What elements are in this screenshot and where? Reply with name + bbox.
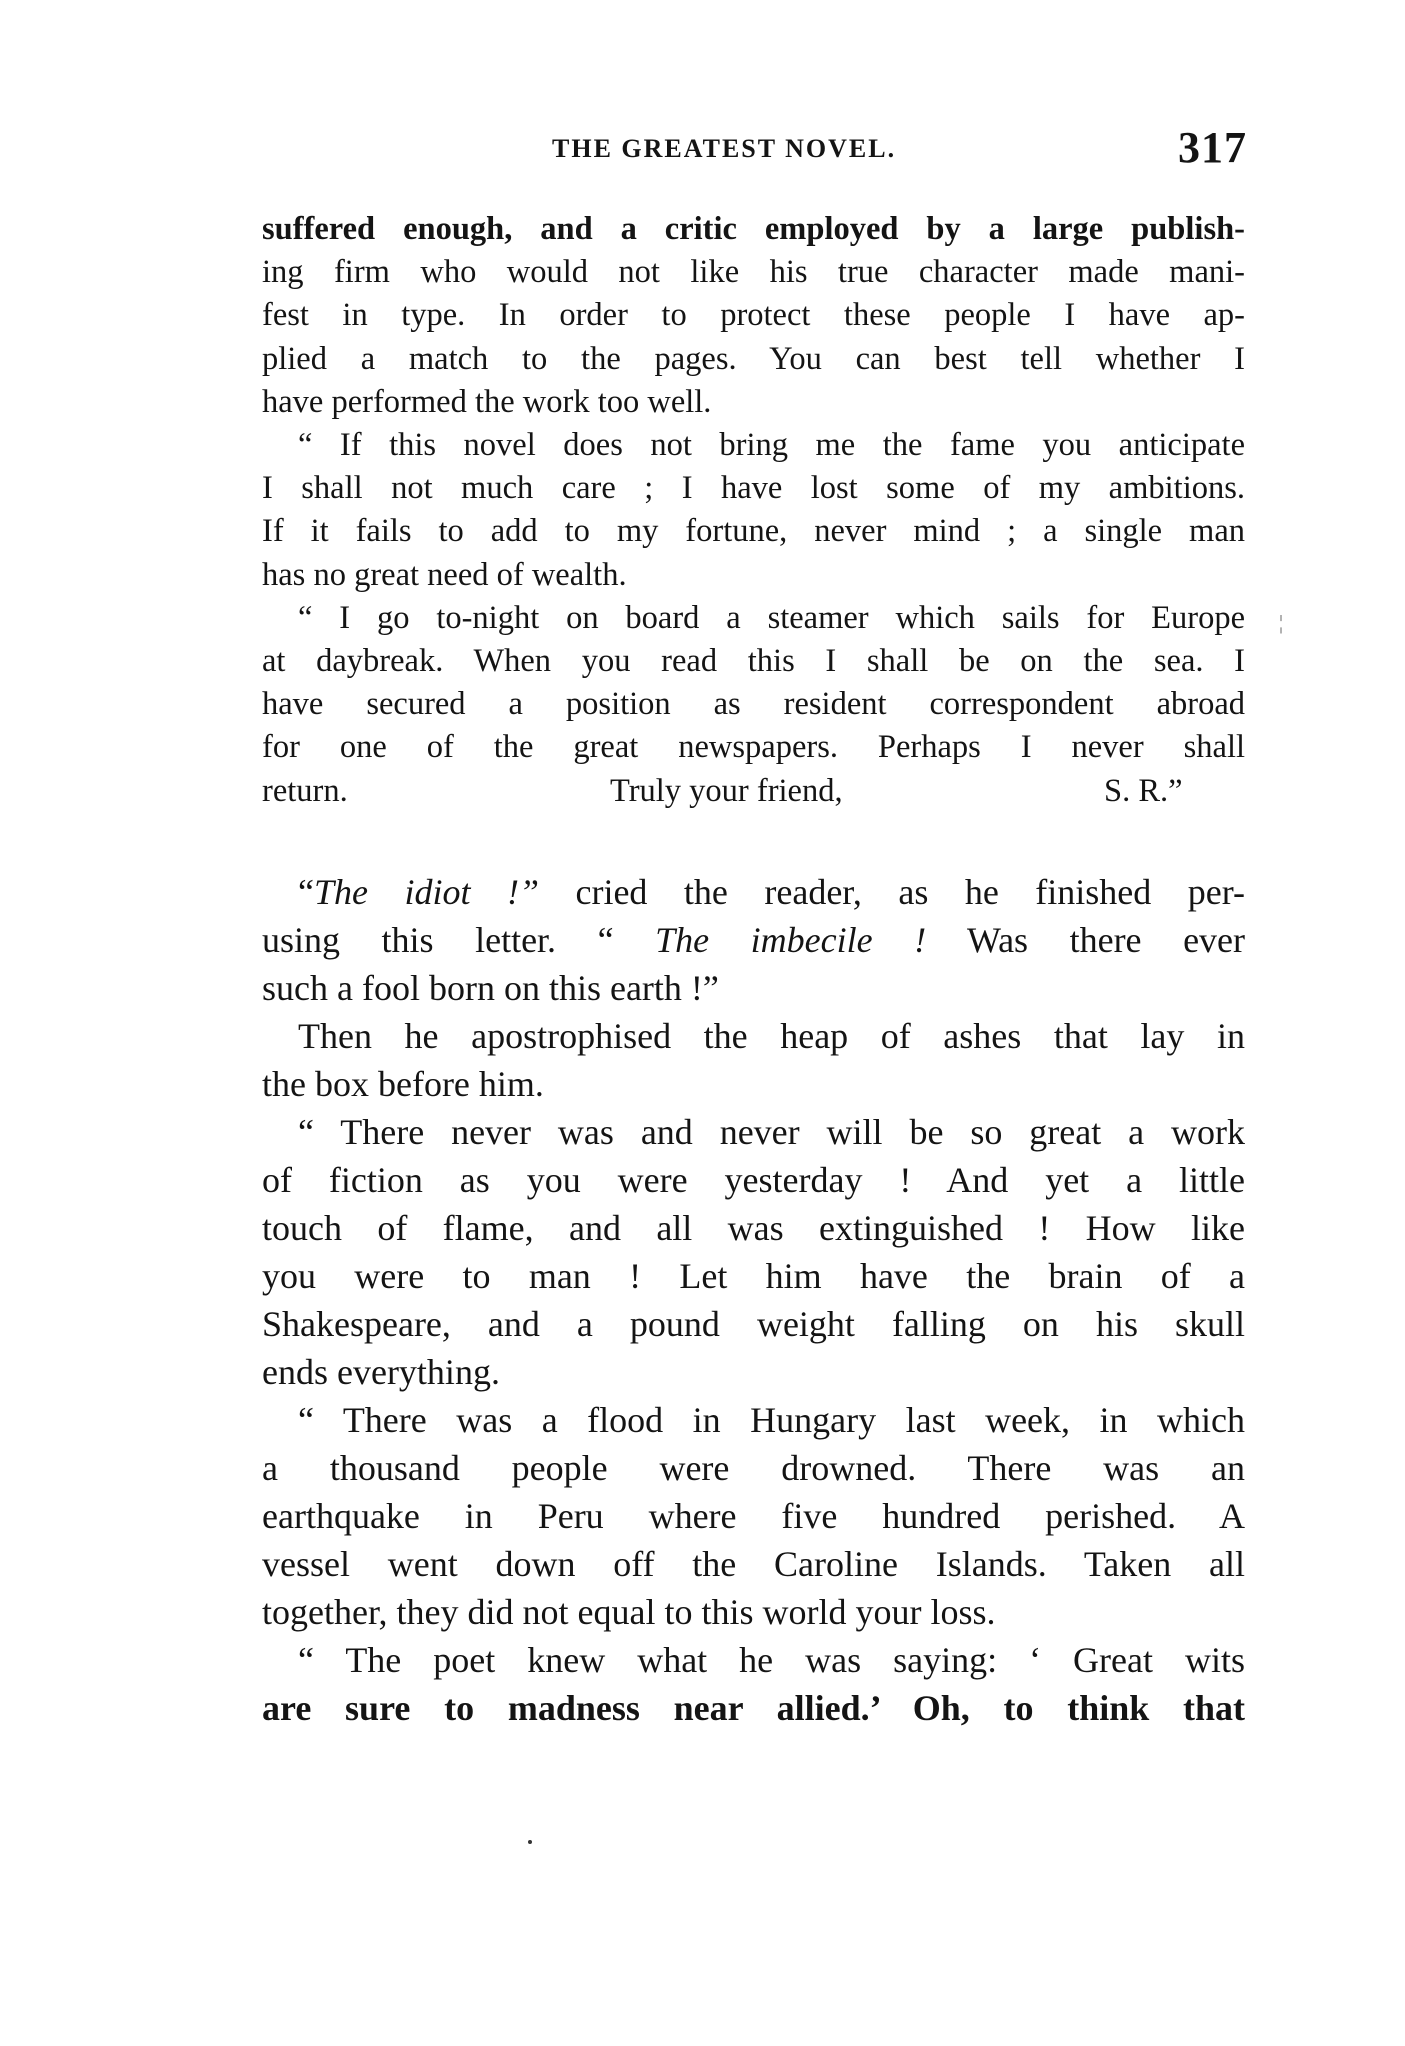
text-line: together, they did not equal to this world your loss. [262, 1592, 996, 1632]
text-line-start: using this letter. “ [262, 920, 656, 960]
text-line: of fiction as you were yesterday ! And yet a little [262, 1160, 1245, 1200]
letter-paragraph-1 [262, 208, 1245, 424]
page-number: 317 [1178, 123, 1247, 172]
text-line: you were to man ! Let him have the brain of a [262, 1256, 1245, 1296]
text-line: have secured a position as resident correspondent abroad [262, 686, 1245, 723]
narrative-paragraph-5 [262, 1636, 1245, 1732]
narrative-paragraph-1 [262, 868, 1245, 1012]
text-line: fest in type. In order to protect these people I have ap- [262, 297, 1245, 334]
ink-speck [528, 1840, 532, 1844]
text-line-start: suffered enough, and a critic employed by a large publish- [262, 211, 1245, 247]
text-line: If it fails to add to my fortune, never mind ; a single man [262, 513, 1245, 550]
text-line: Then he apostrophised the heap of ashes that lay in [298, 1016, 1245, 1056]
narrative-paragraph-4 [262, 1396, 1245, 1636]
letter-text [262, 208, 1245, 813]
open-quote: “ [298, 872, 314, 912]
text-line-rest: Was there ever [926, 920, 1246, 960]
text-line: at daybreak. When you read this I shall be on the sea. I [262, 643, 1245, 680]
italic-phrase: The imbecile ! [655, 920, 927, 960]
letter-signoff [262, 770, 1245, 813]
text-line: for one of the great newspapers. Perhaps I never shall [262, 729, 1245, 766]
signoff-closing: Truly your friend, [610, 772, 843, 809]
text-line: plied a match to the pages. You can best tell whether I [262, 340, 1245, 377]
text-line [262, 868, 1245, 916]
italic-phrase: The idiot !” [313, 872, 539, 912]
text-line: vessel went down off the Caroline Islands. Taken all [262, 1544, 1245, 1584]
text-line: I shall not much care ; I have lost some of my ambitions. [262, 470, 1245, 507]
text-line: touch of flame, and all was extinguished ! How like [262, 1208, 1245, 1248]
text-line: Shakespeare, and a pound weight falling on his skull [262, 1304, 1245, 1344]
signoff-initials: S. R.” [1104, 772, 1183, 809]
text-line: “ If this novel does not bring me the fame you anticipate [298, 427, 1245, 464]
text-line: “ The poet knew what he was saying: ‘ Great wits [298, 1640, 1245, 1680]
text-line [262, 916, 1245, 964]
text-line: ing firm who would not like his true character made mani- [262, 254, 1245, 291]
narrative-paragraph-3 [262, 1108, 1245, 1396]
text-line: “ I go to-night on board a steamer which sails for Europe [298, 599, 1245, 636]
running-title: THE GREATEST NOVEL. [552, 134, 897, 163]
text-line: “ There never was and never will be so great a work [298, 1112, 1245, 1152]
text-line: has no great need of wealth. [262, 556, 627, 593]
text-line: are sure to madness near allied.’ Oh, to think that [262, 1688, 1245, 1728]
text-line: such a fool born on this earth !” [262, 968, 719, 1008]
letter-paragraph-2 [262, 424, 1245, 597]
narrative-paragraph-2 [262, 1012, 1245, 1108]
text-line: earthquake in Peru where five hundred perished. A [262, 1496, 1245, 1536]
running-head [262, 124, 1247, 174]
margin-mark: ¦ [1279, 612, 1284, 634]
narrative-text [262, 868, 1245, 1732]
text-line [262, 208, 1245, 251]
text-line: a thousand people were drowned. There was an [262, 1448, 1245, 1488]
signoff-word: return. [262, 772, 348, 809]
text-line: ends everything. [262, 1352, 500, 1392]
text-line-rest: cried the reader, as he finished per- [538, 872, 1245, 912]
letter-paragraph-3 [262, 597, 1245, 813]
text-line: “ There was a flood in Hungary last week, in which [298, 1400, 1245, 1440]
text-line: the box before him. [262, 1064, 544, 1104]
text-line: have performed the work too well. [262, 383, 712, 420]
